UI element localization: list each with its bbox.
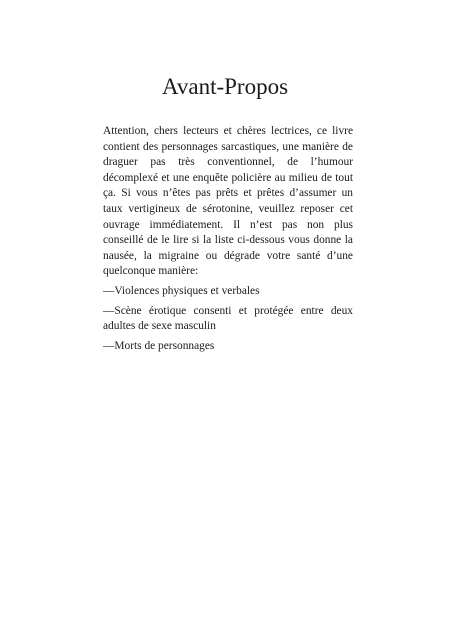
warning-item-erotic-scene: —Scène érotique consenti et protégée entre deux adultes de sexe masculin xyxy=(103,304,353,333)
intro-paragraph: Attention, chers lecteurs et chères lectrices, ce livre contient des personnages sarcastiques, une manière de draguer pas très conventionnel, de l’humour décomplexé et une enquête policière au milieu de tout ça. Si vous n’êtes pas prêts et prêtes d’assumer un taux vertigineux de sérotonine, veuillez reposer cet ouvrage immédiatement. Il n’est pas non plus conseillé de le lire si la liste ci-dessous vous donne la nausée, la migraine ou dégrade votre santé d’une quelconque manière: xyxy=(103,125,353,278)
warning-item-violence: —Violences physiques et verbales xyxy=(103,284,260,297)
page-title: Avant-Propos xyxy=(161,74,289,99)
warning-item-deaths: —Morts de personnages xyxy=(103,339,215,352)
foreword-body xyxy=(103,124,353,358)
warning-list xyxy=(103,284,353,354)
